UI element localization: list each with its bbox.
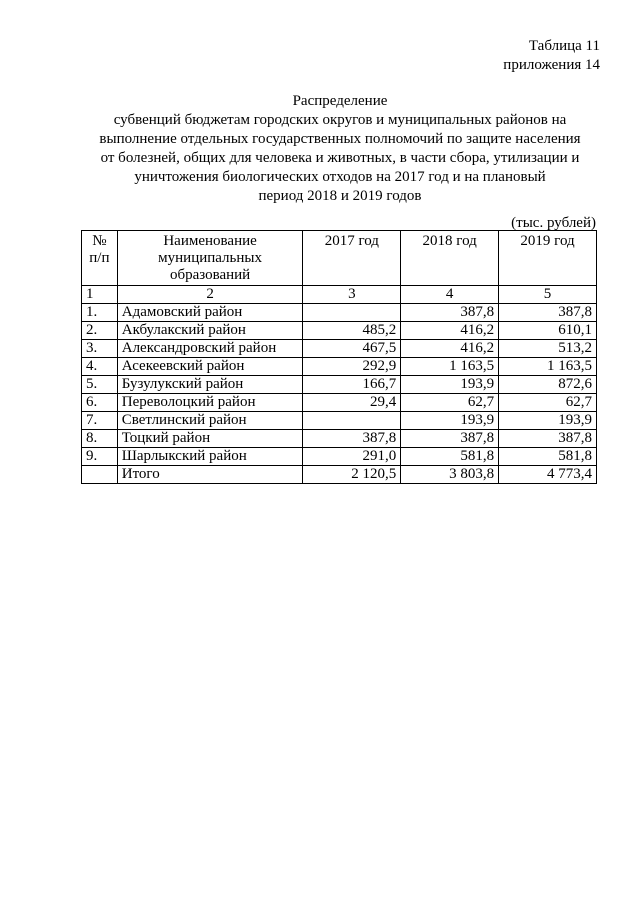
total-number-cell (82, 466, 118, 484)
district-name: Переволоцкий район (117, 394, 303, 412)
value-2017: 387,8 (303, 430, 401, 448)
value-2017: 485,2 (303, 322, 401, 340)
value-2019: 193,9 (499, 412, 597, 430)
table-row (82, 376, 597, 394)
value-2019: 387,8 (499, 430, 597, 448)
value-2018: 416,2 (401, 322, 499, 340)
row-number: 9. (82, 448, 118, 466)
value-2017: 292,9 (303, 358, 401, 376)
units-label: (тыс. рублей) (511, 215, 596, 231)
title-line: уничтожения биологических отходов на 2017 год и на плановый (134, 169, 546, 185)
table-row (82, 394, 597, 412)
value-2019: 62,7 (499, 394, 597, 412)
district-name: Бузулукский район (117, 376, 303, 394)
district-name: Асекеевский район (117, 358, 303, 376)
value-2017: 166,7 (303, 376, 401, 394)
column-index: 2 (117, 286, 303, 304)
table-row (82, 322, 597, 340)
district-name: Светлинский район (117, 412, 303, 430)
column-index: 4 (401, 286, 499, 304)
title-line: выполнение отдельных государственных полномочий по защите населения (99, 131, 581, 147)
table-row (82, 304, 597, 322)
column-index: 3 (303, 286, 401, 304)
row-number: 6. (82, 394, 118, 412)
subvention-table (81, 230, 597, 484)
value-2019: 1 163,5 (499, 358, 597, 376)
column-index: 5 (499, 286, 597, 304)
value-2018: 193,9 (401, 376, 499, 394)
column-index-row (82, 286, 597, 304)
row-number: 7. (82, 412, 118, 430)
value-2017: 291,0 (303, 448, 401, 466)
row-number: 3. (82, 340, 118, 358)
table-row (82, 448, 597, 466)
total-2018: 3 803,8 (401, 466, 499, 484)
district-name: Тоцкий район (117, 430, 303, 448)
appendix-number: приложения 14 (503, 57, 600, 73)
header-2018: 2018 год (401, 231, 499, 286)
row-number: 5. (82, 376, 118, 394)
title-line: субвенций бюджетам городских округов и муниципальных районов на (113, 112, 567, 128)
title-line: период 2018 и 2019 годов (258, 188, 422, 204)
district-name: Акбулакский район (117, 322, 303, 340)
header-name: Наименование муниципальных образований (117, 231, 303, 286)
total-2017: 2 120,5 (303, 466, 401, 484)
value-2017: 467,5 (303, 340, 401, 358)
value-2018: 387,8 (401, 304, 499, 322)
header-num: № п/п (82, 231, 118, 286)
value-2018: 581,8 (401, 448, 499, 466)
row-number: 4. (82, 358, 118, 376)
value-2019: 872,6 (499, 376, 597, 394)
table-row (82, 412, 597, 430)
value-2017: 29,4 (303, 394, 401, 412)
value-2017 (303, 304, 401, 322)
total-2019: 4 773,4 (499, 466, 597, 484)
value-2018: 1 163,5 (401, 358, 499, 376)
header-2019: 2019 год (499, 231, 597, 286)
table-row (82, 340, 597, 358)
value-2019: 581,8 (499, 448, 597, 466)
title-line: от болезней, общих для человека и животных, в части сбора, утилизации и (100, 150, 580, 166)
row-number: 1. (82, 304, 118, 322)
column-index: 1 (82, 286, 118, 304)
table-row (82, 358, 597, 376)
total-row (82, 466, 597, 484)
value-2019: 513,2 (499, 340, 597, 358)
value-2017 (303, 412, 401, 430)
district-name: Шарлыкский район (117, 448, 303, 466)
value-2018: 193,9 (401, 412, 499, 430)
value-2018: 62,7 (401, 394, 499, 412)
row-number: 8. (82, 430, 118, 448)
district-name: Адамовский район (117, 304, 303, 322)
table-number: Таблица 11 (528, 38, 600, 54)
table-row (82, 430, 597, 448)
title-line: Распределение (292, 93, 388, 109)
table-header-row (82, 231, 597, 286)
document-title (60, 92, 620, 206)
district-name: Александровский район (117, 340, 303, 358)
value-2019: 610,1 (499, 322, 597, 340)
row-number: 2. (82, 322, 118, 340)
value-2018: 387,8 (401, 430, 499, 448)
value-2018: 416,2 (401, 340, 499, 358)
header-2017: 2017 год (303, 231, 401, 286)
total-label: Итого (117, 466, 303, 484)
table-reference (503, 37, 600, 75)
value-2019: 387,8 (499, 304, 597, 322)
